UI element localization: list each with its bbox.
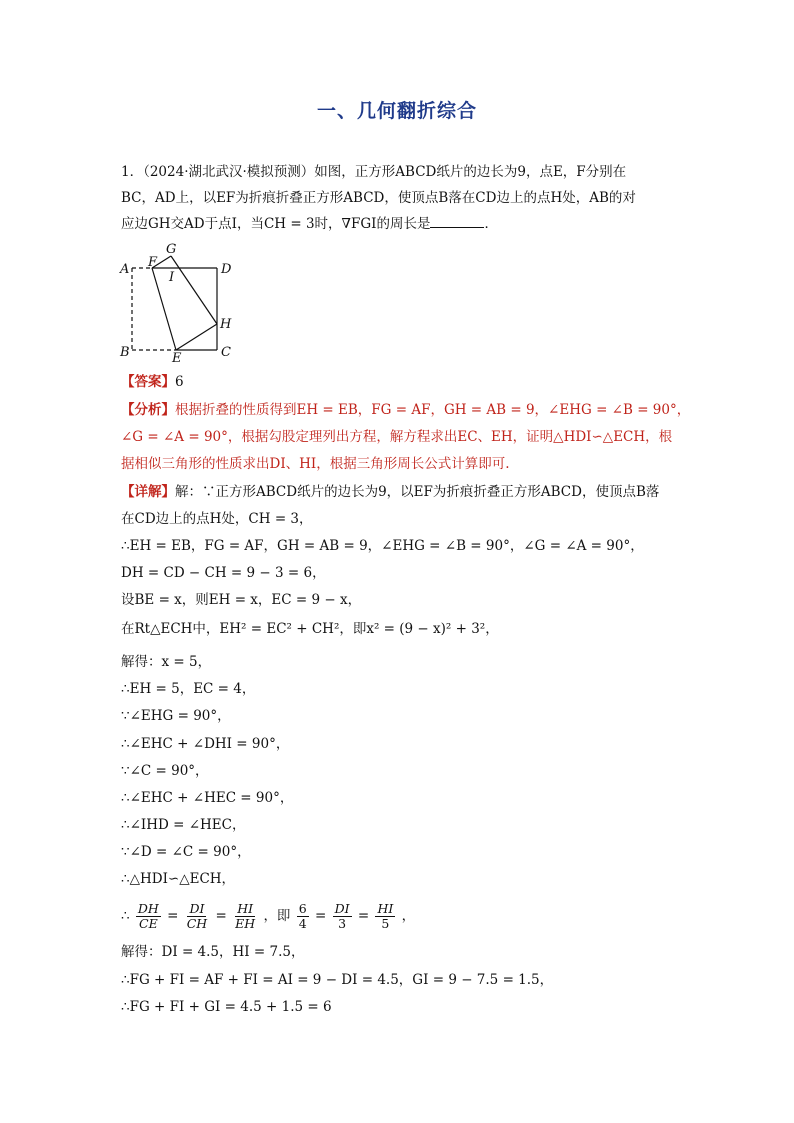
fraction-6-4 <box>297 902 309 931</box>
label-c: C <box>221 345 231 360</box>
fraction-denominator: EH <box>235 916 256 931</box>
problem-line-3 <box>121 215 498 233</box>
solution-step: ∴∠IHD = ∠HEC， <box>121 817 246 833</box>
solution-step: ∴△HDI∽△ECH， <box>121 871 236 887</box>
fraction-dh-ce <box>136 902 161 931</box>
label-b: B <box>120 345 130 360</box>
solution-step: ∴∠EHC + ∠DHI = 90°， <box>121 736 290 752</box>
solution-step: ∴EH = 5，EC = 4， <box>121 681 256 697</box>
equals-sign: = <box>314 908 327 924</box>
fraction-denominator: 4 <box>298 916 307 931</box>
fraction-hi-5 <box>375 902 395 931</box>
fraction-denominator: 5 <box>381 916 390 931</box>
fraction-hi-eh <box>233 902 257 931</box>
problem-line-1: 1．（2024·湖北武汉·模拟预测）如图，正方形ABCD纸片的边长为9，点E，F分别在 <box>121 164 627 180</box>
edge-hg <box>171 256 217 324</box>
answer-tag: 【答案】 <box>121 374 175 390</box>
analysis-text-1: 根据折叠的性质得到EH = EB，FG = AF，GH = AB = 9，∠EHG = ∠B = 90°， <box>175 402 691 418</box>
solution-step: 解得：DI = 4.5，HI = 7.5， <box>121 944 305 960</box>
problem-line-2: BC，AD上，以EF为折痕折叠正方形ABCD，使顶点B落在CD边上的点H处，AB的对 <box>121 190 636 206</box>
equals-sign: = <box>215 908 227 924</box>
problem-line-3-end: ． <box>484 216 498 232</box>
solution-step: ∵∠D = ∠C = 90°， <box>121 844 251 860</box>
solution-step: ∴FG + FI = AF + FI = AI = 9 − DI = 4.5，GI = 9 − 7.5 = 1.5， <box>121 972 554 988</box>
edge-eh <box>176 324 217 350</box>
analysis-tag: 【分析】 <box>121 402 175 418</box>
label-d: D <box>221 262 232 277</box>
fraction-numerator: HI <box>237 901 254 916</box>
solution-step: 解得：x = 5， <box>121 654 212 670</box>
solution-text-1: 解：∵正方形ABCD纸片的边长为9，以EF为折痕折叠正方形ABCD，使顶点B落 <box>175 484 660 500</box>
analysis-line-1 <box>121 401 690 419</box>
solution-tag: 【详解】 <box>121 484 175 500</box>
equals-sign: = <box>167 908 179 924</box>
solution-line-2: 在CD边上的点H处，CH = 3， <box>121 511 313 527</box>
geometry-figure <box>114 238 254 368</box>
fraction-denominator: CH <box>186 916 208 931</box>
label-h: H <box>220 317 232 332</box>
label-g: G <box>166 242 177 257</box>
solution-step: 在Rt△ECH中，EH² = EC² + CH²，即x² = (9 − x)² + 3²， <box>121 621 499 637</box>
fraction-numerator: DI <box>334 901 350 916</box>
fraction-numerator: DH <box>137 901 159 916</box>
answer-blank <box>430 215 484 228</box>
fraction-numerator: HI <box>377 901 394 916</box>
solution-line-1 <box>121 483 659 501</box>
solution-step: DH = CD − CH = 9 − 3 = 6， <box>121 565 326 581</box>
problem-line-3-text: 应边GH交AD于点I，当CH = 3时，∇FGI的周长是 <box>121 216 431 232</box>
solution-step: ∴EH = EB，FG = AF，GH = AB = 9，∠EHG = ∠B = 90°，∠G = ∠A = 90°， <box>121 538 644 554</box>
solution-step: ∴FG + FI + GI = 4.5 + 1.5 = 6 <box>121 999 332 1015</box>
solution-step: 设BE = x，则EH = x，EC = 9 − x， <box>121 592 362 608</box>
analysis-line-2: ∠G = ∠A = 90°，根据勾股定理列出方程，解方程求出EC、EH，证明△HDI∽△ECH，根 <box>121 429 673 445</box>
solution-step: ∴∠EHC + ∠HEC = 90°， <box>121 790 294 806</box>
answer-line <box>121 373 184 391</box>
solution-step: ∵∠C = 90°， <box>121 763 209 779</box>
fraction-numerator: DI <box>189 901 205 916</box>
equals-sign: = <box>357 908 370 924</box>
analysis-line-3: 据相似三角形的性质求出DI、HI，根据三角形周长公式计算即可. <box>121 456 510 472</box>
label-a: A <box>120 262 130 277</box>
solution-step: ∵∠EHG = 90°， <box>121 708 231 724</box>
fraction-denominator: 3 <box>338 916 347 931</box>
proportion-line <box>121 898 415 934</box>
label-i: I <box>169 270 175 285</box>
fraction-denominator: CE <box>139 916 158 931</box>
fraction-numerator: 6 <box>298 901 307 916</box>
fraction-di-ch <box>185 902 209 931</box>
label-f: F <box>148 255 158 270</box>
fraction-connector: ，即 <box>263 908 291 924</box>
fraction-di-3 <box>333 902 352 931</box>
page-title: 一、几何翻折综合 <box>316 100 477 122</box>
label-e: E <box>172 351 182 366</box>
therefore-symbol: ∴ <box>121 908 130 924</box>
comma: ， <box>401 908 416 924</box>
answer-value: 6 <box>175 374 184 390</box>
